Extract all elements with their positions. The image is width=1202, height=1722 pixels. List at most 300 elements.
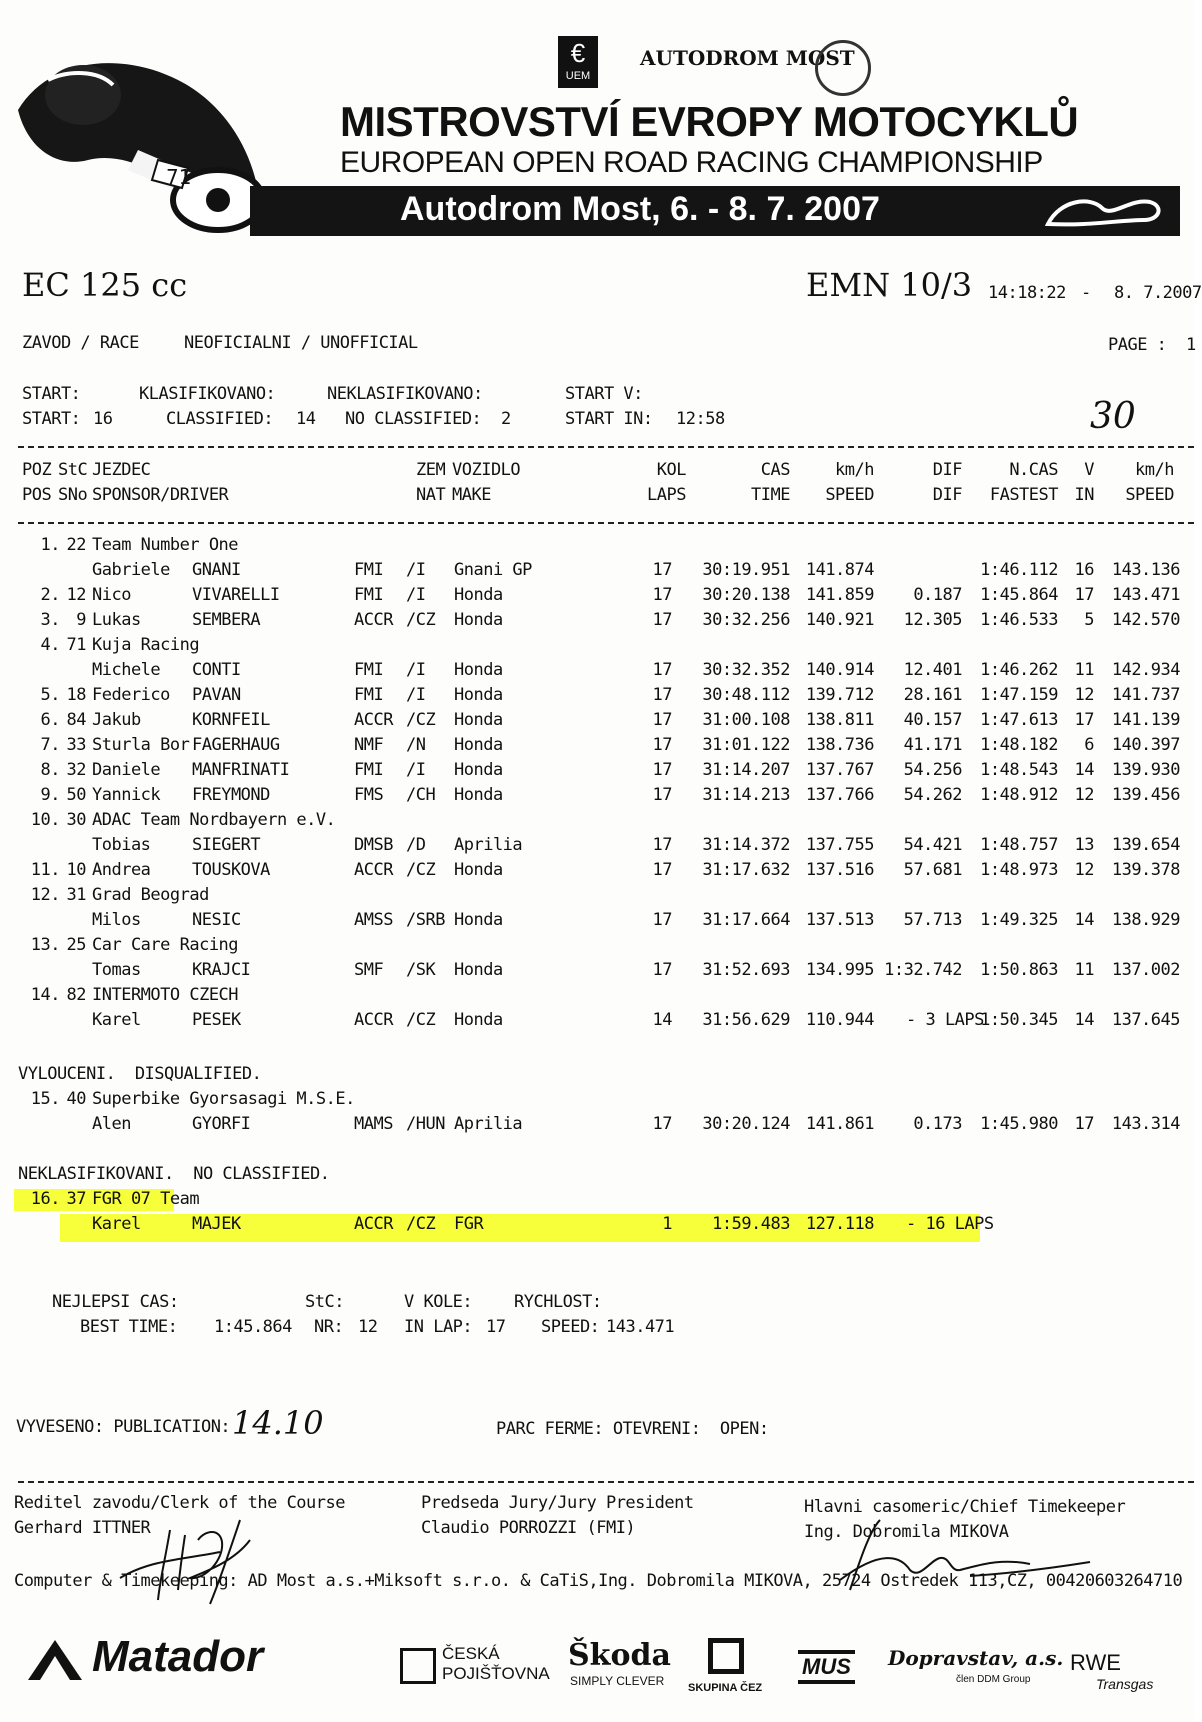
result-laps: 17 (652, 585, 672, 605)
result-federation: FMI (354, 760, 384, 780)
result-speed: 140.914 (805, 660, 874, 680)
result-start-number: 84 (66, 710, 86, 730)
column-header: CAS (760, 460, 790, 480)
clerk-name: Gerhard ITTNER (14, 1518, 151, 1538)
best-lap-value: 17 (486, 1317, 506, 1337)
best-speed-value: 143.471 (606, 1317, 675, 1337)
result-fastest-lap: 1:49.325 (980, 910, 1058, 930)
result-dif: 12.305 (903, 610, 962, 630)
result-speed: 137.513 (805, 910, 874, 930)
result-time: 31:14.213 (702, 785, 790, 805)
best-stc-label: StC: (305, 1292, 344, 1312)
column-header: TIME (751, 485, 790, 505)
result-driver-first: Andrea (92, 860, 151, 880)
status-label: NEOFICIALNI / UNOFFICIAL (184, 333, 418, 353)
result-driver-last: TOUSKOVA (192, 860, 270, 880)
result-dif: 12.401 (903, 660, 962, 680)
result-laps: 1 (662, 1214, 672, 1234)
result-time: 31:17.632 (702, 860, 790, 880)
result-fastest-speed: 143.471 (1111, 585, 1180, 605)
best-speed-label-cz: RYCHLOST: (514, 1292, 602, 1312)
result-federation: FMI (354, 585, 384, 605)
best-lap-label-cz: V KOLE: (404, 1292, 473, 1312)
clerk-title: Reditel zavodu/Clerk of the Course (14, 1493, 345, 1513)
classified-label-en: CLASSIFIED: (166, 409, 274, 429)
result-speed: 137.767 (805, 760, 874, 780)
result-federation: SMF (354, 960, 384, 980)
start-label-en: START: (22, 409, 81, 429)
result-driver-last: SEMBERA (192, 610, 261, 630)
result-laps: 14 (652, 1010, 672, 1030)
result-fastest-lap: 1:48.182 (980, 735, 1058, 755)
result-fastest-speed: 137.002 (1111, 960, 1180, 980)
result-laps: 17 (652, 760, 672, 780)
column-header: V (1084, 460, 1094, 480)
cez-icon (708, 1638, 744, 1674)
result-driver-last: SIEGERT (192, 835, 261, 855)
result-fastest-lap: 1:48.912 (980, 785, 1058, 805)
result-driver-last: GYORFI (192, 1114, 251, 1134)
result-driver-last: NESIC (192, 910, 241, 930)
column-header: SPONSOR/DRIVER (92, 485, 229, 505)
result-dif: 54.256 (903, 760, 962, 780)
result-fastest-in-lap: 5 (1084, 610, 1094, 630)
result-federation: MAMS (354, 1114, 393, 1134)
result-fastest-lap: 1:46.533 (980, 610, 1058, 630)
result-laps: 17 (652, 960, 672, 980)
skoda-tagline: SIMPLY CLEVER (570, 1674, 665, 1688)
result-nation: /CZ (406, 610, 436, 630)
result-position: 11. (30, 860, 60, 880)
result-fastest-lap: 1:47.159 (980, 685, 1058, 705)
result-position: 4. (40, 635, 60, 655)
result-make: Honda (454, 585, 503, 605)
result-position: 14. (30, 985, 60, 1005)
result-position: 13. (30, 935, 60, 955)
result-driver-first: Karel (92, 1010, 141, 1030)
result-time: 31:14.372 (702, 835, 790, 855)
column-header: SPEED (825, 485, 874, 505)
result-speed: 137.766 (805, 785, 874, 805)
result-sponsor: ADAC Team Nordbayern e.V. (92, 810, 336, 830)
result-driver-first: Milos (92, 910, 141, 930)
result-driver-last: FAGERHAUG (192, 735, 280, 755)
result-start-number: 31 (66, 885, 86, 905)
divider (18, 1481, 1194, 1483)
result-fastest-in-lap: 12 (1074, 785, 1094, 805)
result-make: FGR (454, 1214, 484, 1234)
result-fastest-in-lap: 11 (1074, 960, 1094, 980)
result-fastest-in-lap: 17 (1074, 1114, 1094, 1134)
result-dif: 28.161 (903, 685, 962, 705)
result-driver-first: Lukas (92, 610, 141, 630)
result-make: Honda (454, 960, 503, 980)
result-driver-last: KRAJCI (192, 960, 251, 980)
result-laps: 17 (652, 835, 672, 855)
track-layout-icon (1040, 190, 1170, 232)
result-dif: 41.171 (903, 735, 962, 755)
uem-logo: € UEM (558, 36, 598, 88)
best-speed-label-en: SPEED: (541, 1317, 600, 1337)
result-start-number: 9 (76, 610, 86, 630)
result-start-number: 33 (66, 735, 86, 755)
start-label-cz: START: (22, 384, 81, 404)
publication-time: 14.10 (232, 1404, 324, 1442)
not-classified-count: 2 (501, 409, 511, 429)
result-start-number: 18 (66, 685, 86, 705)
result-time: 30:20.124 (702, 1114, 790, 1134)
result-fastest-lap: 1:50.863 (980, 960, 1058, 980)
result-driver-first: Jakub (92, 710, 141, 730)
result-sponsor: Grad Beograd (92, 885, 209, 905)
result-position: 1. (40, 535, 60, 555)
page-label: PAGE : (1108, 335, 1167, 355)
result-make: Honda (454, 660, 503, 680)
column-header: FASTEST (989, 485, 1058, 505)
signature-clerk (110, 1500, 280, 1610)
result-fastest-speed: 139.456 (1111, 785, 1180, 805)
best-nr-value: 12 (358, 1317, 378, 1337)
result-speed: 139.712 (805, 685, 874, 705)
result-time: 30:32.256 (702, 610, 790, 630)
result-fastest-speed: 138.929 (1111, 910, 1180, 930)
result-federation: ACCR (354, 610, 393, 630)
column-header: DIF (932, 485, 962, 505)
parc-ferme-label: PARC FERME: OTEVRENI: OPEN: (496, 1419, 769, 1439)
result-driver-first: Alen (92, 1114, 131, 1134)
result-driver-first: Tomas (92, 960, 141, 980)
result-driver-first: Michele (92, 660, 161, 680)
classified-label-cz: KLASIFIKOVANO: (139, 384, 276, 404)
result-fastest-lap: 1:46.262 (980, 660, 1058, 680)
result-fastest-lap: 1:48.543 (980, 760, 1058, 780)
result-start-number: 37 (66, 1189, 86, 1209)
result-make: Honda (454, 860, 503, 880)
result-nation: /I (406, 760, 426, 780)
result-laps: 17 (652, 735, 672, 755)
result-make: Aprilia (454, 1114, 523, 1134)
result-driver-first: Gabriele (92, 560, 170, 580)
result-fastest-in-lap: 14 (1074, 760, 1094, 780)
result-time: 1:59.483 (712, 1214, 790, 1234)
sponsor-strip (0, 1620, 1194, 1722)
column-header: SPEED (1125, 485, 1174, 505)
result-federation: ACCR (354, 1010, 393, 1030)
result-fastest-speed: 143.136 (1111, 560, 1180, 580)
result-speed: 138.736 (805, 735, 874, 755)
result-position: 10. (30, 810, 60, 830)
result-speed: 110.944 (805, 1010, 874, 1030)
result-fastest-speed: 139.930 (1111, 760, 1180, 780)
mus-logo: MUS (798, 1650, 855, 1684)
issue-date-separator: - (1081, 283, 1091, 303)
not-classified-label-cz: NEKLASIFIKOVANO: (327, 384, 483, 404)
document-code: EMN 10/3 (806, 266, 973, 304)
result-nation: /CZ (406, 860, 436, 880)
result-driver-first: Yannick (92, 785, 161, 805)
result-time: 30:19.951 (702, 560, 790, 580)
pojistovna-logo: POJIŠŤOVNA (442, 1664, 550, 1683)
result-start-number: 71 (66, 635, 86, 655)
result-driver-last: PESEK (192, 1010, 241, 1030)
ddm-tagline: člen DDM Group (956, 1674, 1031, 1685)
best-time-label-cz: NEJLEPSI CAS: (52, 1292, 179, 1312)
disqualified-label: VYLOUCENI. DISQUALIFIED. (18, 1064, 262, 1084)
result-position: 8. (40, 760, 60, 780)
start-time-label-cz: START V: (565, 384, 643, 404)
result-position: 16. (30, 1189, 60, 1209)
result-driver-last: MAJEK (192, 1214, 241, 1234)
result-federation: AMSS (354, 910, 393, 930)
result-laps: 17 (652, 785, 672, 805)
result-fastest-in-lap: 12 (1074, 685, 1094, 705)
result-federation: FMS (354, 785, 384, 805)
result-position: 5. (40, 685, 60, 705)
result-time: 31:14.207 (702, 760, 790, 780)
result-laps: 17 (652, 560, 672, 580)
result-speed: 138.811 (805, 710, 874, 730)
result-make: Honda (454, 685, 503, 705)
title-english: EUROPEAN OPEN ROAD RACING CHAMPIONSHIP (340, 146, 1043, 179)
result-nation: /CH (406, 785, 436, 805)
computer-timekeeping: Computer & Timekeeping: AD Most a.s.+Miksoft s.r.o. & CaTiS,Ing. Dobromila MIKOVA, 25724 Ostredek 113,CZ, 00420603264710 (14, 1571, 1183, 1591)
result-laps: 17 (652, 910, 672, 930)
result-driver-last: GNANI (192, 560, 241, 580)
result-fastest-speed: 142.934 (1111, 660, 1180, 680)
result-dif: 0.187 (913, 585, 962, 605)
result-sponsor: Kuja Racing (92, 635, 200, 655)
result-start-number: 10 (66, 860, 86, 880)
result-speed: 141.861 (805, 1114, 874, 1134)
result-make: Honda (454, 735, 503, 755)
result-speed: 140.921 (805, 610, 874, 630)
result-nation: /CZ (406, 710, 436, 730)
seal-icon (815, 40, 871, 96)
result-federation: ACCR (354, 710, 393, 730)
start-time: 12:58 (676, 409, 725, 429)
matador-logo: Matador (92, 1632, 264, 1681)
result-make: Honda (454, 760, 503, 780)
result-speed: 127.118 (805, 1214, 874, 1234)
column-header: POZ (22, 460, 52, 480)
result-sponsor: Superbike Gyorsasagi M.S.E. (92, 1089, 355, 1109)
result-fastest-speed: 141.139 (1111, 710, 1180, 730)
result-make: Gnani GP (454, 560, 532, 580)
result-fastest-in-lap: 12 (1074, 860, 1094, 880)
handwritten-note: 30 (1090, 396, 1136, 437)
result-federation: ACCR (354, 860, 393, 880)
column-header: NAT (416, 485, 446, 505)
column-header: SNo (58, 485, 88, 505)
best-nr-label: NR: (314, 1317, 344, 1337)
result-dif: - 16 LAPS (906, 1214, 994, 1234)
result-make: Honda (454, 910, 503, 930)
title-czech: MISTROVSTVÍ EVROPY MOTOCYKLŮ (340, 98, 1079, 145)
race-label: ZAVOD / RACE (22, 333, 139, 353)
result-federation: DMSB (354, 835, 393, 855)
result-driver-last: CONTI (192, 660, 241, 680)
result-nation: /I (406, 585, 426, 605)
jury-name: Claudio PORROZZI (FMI) (421, 1518, 636, 1538)
result-start-number: 12 (66, 585, 86, 605)
result-laps: 17 (652, 610, 672, 630)
result-nation: /HUN (406, 1114, 445, 1134)
result-fastest-lap: 1:48.757 (980, 835, 1058, 855)
publication-label: VYVESENO: PUBLICATION: (16, 1417, 231, 1437)
column-header: N.CAS (1009, 460, 1058, 480)
result-start-number: 30 (66, 810, 86, 830)
ceska-logo: ČESKÁ (442, 1644, 500, 1663)
result-fastest-in-lap: 14 (1074, 1010, 1094, 1030)
result-driver-first: Sturla Bor (92, 735, 190, 755)
column-header: LAPS (647, 485, 686, 505)
result-fastest-in-lap: 17 (1074, 710, 1094, 730)
result-nation: /CZ (406, 1214, 436, 1234)
result-nation: /I (406, 660, 426, 680)
result-fastest-in-lap: 13 (1074, 835, 1094, 855)
result-time: 31:01.122 (702, 735, 790, 755)
column-header: ZEM (416, 460, 446, 480)
result-driver-last: VIVARELLI (192, 585, 280, 605)
result-start-number: 40 (66, 1089, 86, 1109)
result-fastest-lap: 1:45.980 (980, 1114, 1058, 1134)
issue-date: 8. 7.2007 (1114, 283, 1202, 303)
matador-logo-icon (24, 1636, 86, 1684)
result-position: 6. (40, 710, 60, 730)
result-driver-first: Tobias (92, 835, 151, 855)
start-time-label-en: START IN: (565, 409, 653, 429)
class-title: EC 125 cc (22, 266, 188, 304)
transgas-logo: Transgas (1096, 1676, 1154, 1692)
result-time: 31:56.629 (702, 1010, 790, 1030)
result-speed: 134.995 (805, 960, 874, 980)
result-laps: 17 (652, 860, 672, 880)
result-laps: 17 (652, 1114, 672, 1134)
column-header: IN (1074, 485, 1094, 505)
result-nation: /I (406, 560, 426, 580)
column-header: km/h (1135, 460, 1174, 480)
result-speed: 137.755 (805, 835, 874, 855)
result-fastest-speed: 139.654 (1111, 835, 1180, 855)
result-dif: 54.262 (903, 785, 962, 805)
result-make: Honda (454, 1010, 503, 1030)
result-position: 12. (30, 885, 60, 905)
not-classified-section-label: NEKLASIFIKOVANI. NO CLASSIFIED. (18, 1164, 330, 1184)
result-fastest-in-lap: 6 (1084, 735, 1094, 755)
divider (18, 446, 1194, 448)
skoda-logo: Škoda (568, 1638, 671, 1673)
result-federation: FMI (354, 660, 384, 680)
result-dif: - 3 LAPS (906, 1010, 984, 1030)
result-dif: 54.421 (903, 835, 962, 855)
result-fastest-speed: 137.645 (1111, 1010, 1180, 1030)
column-header: KOL (656, 460, 686, 480)
result-driver-first: Federico (92, 685, 170, 705)
result-start-number: 82 (66, 985, 86, 1005)
result-driver-first: Nico (92, 585, 131, 605)
result-nation: /D (406, 835, 426, 855)
result-laps: 17 (652, 710, 672, 730)
result-nation: /CZ (406, 1010, 436, 1030)
divider (18, 522, 1194, 524)
result-nation: /N (406, 735, 426, 755)
result-start-number: 25 (66, 935, 86, 955)
result-dif: 40.157 (903, 710, 962, 730)
result-dif: 57.713 (903, 910, 962, 930)
result-position: 9. (40, 785, 60, 805)
result-laps: 17 (652, 685, 672, 705)
result-fastest-in-lap: 14 (1074, 910, 1094, 930)
best-time-value: 1:45.864 (214, 1317, 292, 1337)
result-make: Honda (454, 610, 503, 630)
result-position: 3. (40, 610, 60, 630)
result-make: Honda (454, 785, 503, 805)
result-fastest-lap: 1:48.973 (980, 860, 1058, 880)
result-nation: /SRB (406, 910, 445, 930)
ceska-pojistovna-icon (400, 1648, 436, 1684)
column-header: POS (22, 485, 52, 505)
result-fastest-in-lap: 16 (1074, 560, 1094, 580)
cez-logo: SKUPINA ČEZ (688, 1682, 763, 1694)
result-speed: 137.516 (805, 860, 874, 880)
result-federation: FMI (354, 685, 384, 705)
result-fastest-in-lap: 17 (1074, 585, 1094, 605)
timekeeper-title: Hlavni casomeric/Chief Timekeeper (804, 1497, 1126, 1517)
result-make: Honda (454, 710, 503, 730)
result-federation: NMF (354, 735, 384, 755)
result-dif: 1:32.742 (884, 960, 962, 980)
result-position: 2. (40, 585, 60, 605)
result-make: Aprilia (454, 835, 523, 855)
result-federation: FMI (354, 560, 384, 580)
result-nation: /I (406, 685, 426, 705)
result-time: 30:48.112 (702, 685, 790, 705)
result-start-number: 50 (66, 785, 86, 805)
result-speed: 141.859 (805, 585, 874, 605)
result-driver-first: Karel (92, 1214, 141, 1234)
motorcycle-rider-icon (8, 40, 288, 240)
result-dif: 0.173 (913, 1114, 962, 1134)
result-fastest-speed: 139.378 (1111, 860, 1180, 880)
result-driver-last: KORNFEIL (192, 710, 270, 730)
result-sponsor: FGR 07 Team (92, 1189, 200, 1209)
classified-count: 14 (296, 409, 316, 429)
result-time: 31:52.693 (702, 960, 790, 980)
result-speed: 141.874 (805, 560, 874, 580)
result-driver-first: Daniele (92, 760, 161, 780)
result-fastest-speed: 140.397 (1111, 735, 1180, 755)
jury-title: Predseda Jury/Jury President (421, 1493, 694, 1513)
result-time: 30:32.352 (702, 660, 790, 680)
result-fastest-lap: 1:45.864 (980, 585, 1058, 605)
column-header: JEZDEC (92, 460, 151, 480)
result-laps: 17 (652, 660, 672, 680)
result-dif: 57.681 (903, 860, 962, 880)
result-position: 7. (40, 735, 60, 755)
result-fastest-speed: 142.570 (1111, 610, 1180, 630)
result-fastest-lap: 1:46.112 (980, 560, 1058, 580)
result-time: 31:00.108 (702, 710, 790, 730)
starters-count: 16 (93, 409, 113, 429)
result-driver-last: MANFRINATI (192, 760, 290, 780)
result-sponsor: Team Number One (92, 535, 239, 555)
result-time: 31:17.664 (702, 910, 790, 930)
best-time-label-en: BEST TIME: (80, 1317, 178, 1337)
column-header: DIF (932, 460, 962, 480)
column-header: MAKE (452, 485, 491, 505)
result-start-number: 32 (66, 760, 86, 780)
result-fastest-lap: 1:50.345 (980, 1010, 1058, 1030)
